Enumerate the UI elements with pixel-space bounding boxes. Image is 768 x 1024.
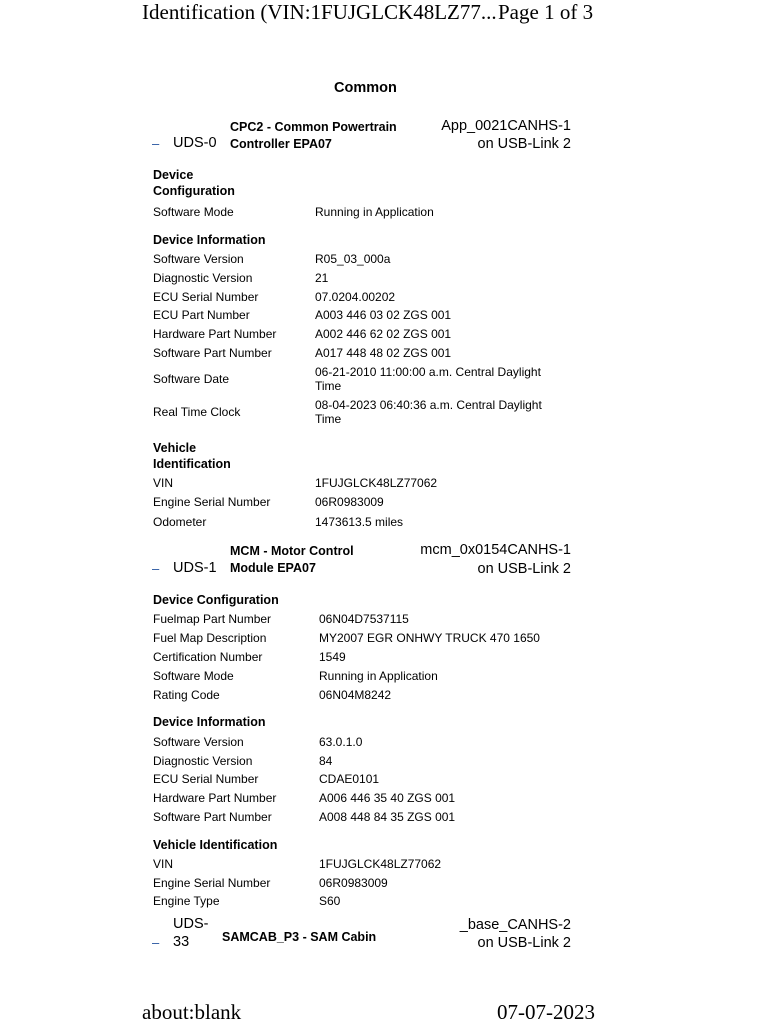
field-value: R05_03_000a <box>315 252 391 266</box>
module-name-cpc2-line1: CPC2 - Common Powertrain <box>230 120 397 134</box>
connection-mcm-line2: on USB-Link 2 <box>477 561 571 577</box>
field-label: Engine Type <box>153 894 220 908</box>
collapse-toggle-mcm[interactable]: – <box>152 561 160 576</box>
field-value: MY2007 EGR ONHWY TRUCK 470 1650 <box>319 631 540 645</box>
heading-device-configuration-cont: Configuration <box>153 184 235 198</box>
connection-samcab-line2: on USB-Link 2 <box>477 935 571 951</box>
field-value: A006 446 35 40 ZGS 001 <box>319 791 456 805</box>
field-value: S60 <box>319 894 341 908</box>
field-label: Engine Serial Number <box>153 876 271 890</box>
field-value: A017 448 48 02 ZGS 001 <box>315 346 452 360</box>
uds-address-mcm: UDS-1 <box>173 560 217 576</box>
heading-device-configuration: Device <box>153 168 194 182</box>
field-value-cont: Time <box>315 412 342 426</box>
field-value: 06R0983009 <box>319 876 388 890</box>
field-label: Odometer <box>153 515 207 529</box>
heading-vehicle-identification: Vehicle Identification <box>153 838 278 852</box>
heading-vehicle-identification: Vehicle <box>153 441 197 455</box>
field-label: VIN <box>153 857 174 871</box>
field-value: CDAE0101 <box>319 772 380 786</box>
connection-mcm-line1: mcm_0x0154CANHS-1 <box>420 542 571 558</box>
connection-samcab-line1: _base_CANHS-2 <box>459 917 571 933</box>
field-label: VIN <box>153 476 174 490</box>
heading-device-configuration: Device Configuration <box>153 593 279 607</box>
module-name-cpc2-line2: Controller EPA07 <box>230 137 332 151</box>
field-label: Fuelmap Part Number <box>153 612 272 626</box>
field-value: 1549 <box>319 650 346 664</box>
uds-address-cpc2: UDS-0 <box>173 135 217 151</box>
field-value: 63.0.1.0 <box>319 735 363 749</box>
field-label: Software Part Number <box>153 346 272 360</box>
field-label: Diagnostic Version <box>153 271 253 285</box>
field-label: ECU Part Number <box>153 308 250 322</box>
connection-cpc2-line2: on USB-Link 2 <box>477 136 571 152</box>
field-value: 06N04M8242 <box>319 688 392 702</box>
heading-device-information: Device Information <box>153 233 266 247</box>
field-label: Software Part Number <box>153 810 272 824</box>
field-value: A008 448 84 35 ZGS 001 <box>319 810 456 824</box>
section-title: Common <box>334 80 397 96</box>
field-label: Certification Number <box>153 650 263 664</box>
field-label: Hardware Part Number <box>153 327 277 341</box>
field-value: 84 <box>319 754 333 768</box>
field-label: Fuel Map Description <box>153 631 267 645</box>
field-label: Engine Serial Number <box>153 495 271 509</box>
field-value: 06R0983009 <box>315 495 384 509</box>
field-label: Software Mode <box>153 205 234 219</box>
uds-address-samcab: UDS- <box>173 916 209 932</box>
field-value: Running in Application <box>319 669 438 683</box>
field-label: Software Mode <box>153 669 234 683</box>
module-name-mcm-line1: MCM - Motor Control <box>230 544 354 558</box>
field-label: Software Version <box>153 252 244 266</box>
heading-device-information: Device Information <box>153 715 266 729</box>
connection-cpc2-line1: App_0021CANHS-1 <box>441 118 571 134</box>
document-title: Identification (VIN:1FUJGLCK48LZ77... <box>142 0 497 24</box>
field-label: Diagnostic Version <box>153 754 253 768</box>
field-label: ECU Serial Number <box>153 290 259 304</box>
collapse-toggle-samcab[interactable]: – <box>152 935 160 950</box>
field-value: A002 446 62 02 ZGS 001 <box>315 327 452 341</box>
field-value-cont: Time <box>315 379 342 393</box>
print-date: 07-07-2023 <box>497 1000 595 1024</box>
field-label: Real Time Clock <box>153 405 241 419</box>
field-value: 06N04D7537115 <box>319 612 409 626</box>
field-value: 1FUJGLCK48LZ77062 <box>319 857 442 871</box>
module-name-samcab: SAMCAB_P3 - SAM Cabin <box>222 930 377 944</box>
field-value: 1473613.5 miles <box>315 515 404 529</box>
field-value: 1FUJGLCK48LZ77062 <box>315 476 438 490</box>
collapse-toggle-cpc2[interactable]: – <box>152 136 160 151</box>
page-url: about:blank <box>142 1000 242 1024</box>
field-label: Rating Code <box>153 688 220 702</box>
field-label: ECU Serial Number <box>153 772 259 786</box>
field-label: Software Date <box>153 372 230 386</box>
field-label: Hardware Part Number <box>153 791 277 805</box>
field-value: 06-21-2010 11:00:00 a.m. Central Daylight <box>315 365 541 379</box>
field-value: 08-04-2023 06:40:36 a.m. Central Daylight <box>315 398 542 412</box>
field-value: A003 446 03 02 ZGS 001 <box>315 308 452 322</box>
field-label: Software Version <box>153 735 244 749</box>
module-name-mcm-line2: Module EPA07 <box>230 561 316 575</box>
field-value: 21 <box>315 271 329 285</box>
page-number: Page 1 of 3 <box>498 0 594 24</box>
field-value: 07.0204.00202 <box>315 290 396 304</box>
heading-vehicle-identification-cont: Identification <box>153 457 231 471</box>
field-value: Running in Application <box>315 205 434 219</box>
uds-address-samcab-cont: 33 <box>173 934 190 950</box>
